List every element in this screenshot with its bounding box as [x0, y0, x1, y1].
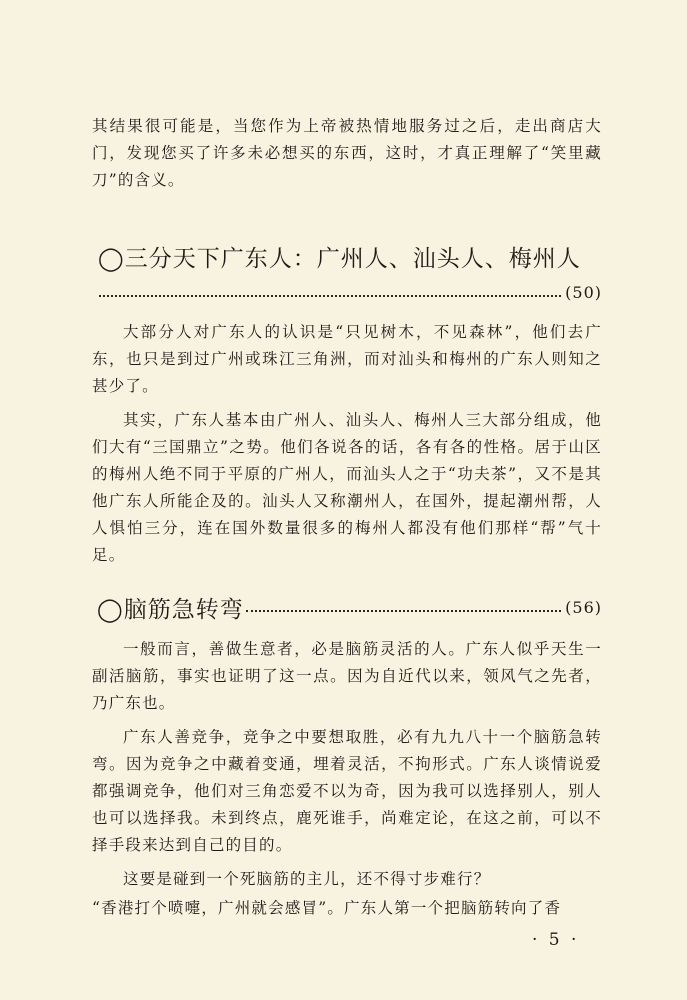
body-paragraph: 广东人善竞争，竞争之中要想取胜，必有九九八十一个脑筋急转弯。因为竞争之中藏着变通，埋着灵活，不拘形式。广东人谈情说爱都强调竞争，他们对三角恋爱不以为奇，因为我可以选择别人，别人也可以选择我。未到终点，鹿死谁手，尚难定论，在这之前，可以不择手段来达到自己的目的。: [92, 728, 602, 854]
intro-paragraph: 其结果很可能是，当您作为上帝被热情地服务过之后，走出商店大门，发现您买了许多未必想买的东西，这时，才真正理解了“笑里藏刀”的含义。: [92, 117, 602, 189]
section-heading-guangdong-people: ◯三分天下广东人：广州人、汕头人、梅州人: [98, 246, 581, 272]
page-reference: (50): [565, 282, 602, 302]
body-paragraph: 其实，广东人基本由广州人、汕头人、梅州人三大部分组成，他们大有“三国鼎立”之势。他们各说各的话，各有各的性格。居于山区的梅州人绝不同于平原的广州人，而汕头人之于“功夫茶”，又不是其他广东人所能企及的。汕头人又称潮州人，在国外，提起潮州帮，人人惧怕三分，连在国外数量很多的梅州人都没有他们那样“帮”气十足。: [92, 411, 602, 564]
body-paragraph: 一般而言，善做生意者，必是脑筋灵活的人。广东人似乎天生一副活脑筋，事实也证明了这一点。因为自近代以来，领风气之先者，乃广东也。: [92, 640, 602, 712]
body-paragraph: 这要是碰到一个死脑筋的主儿，还不得寸步难行？: [123, 870, 491, 888]
dot-leader: [99, 295, 561, 297]
page-number: · 5 ·: [532, 930, 580, 950]
section-title: ◯脑筋急转弯: [97, 596, 244, 623]
toc-leader-line: [97, 281, 602, 303]
body-paragraph: 大部分人对广东人的认识是“只见树木，不见森林”，他们去广东，也只是到过广州或珠江三角洲，而对汕头和梅州的广东人则知之甚少了。: [92, 323, 602, 395]
dot-leader: [246, 610, 561, 612]
body-paragraph: “香港打个喷嚏，广州就会感冒”。广东人第一个把脑筋转向了香: [92, 899, 562, 917]
section-heading-brain-teaser: [97, 585, 602, 629]
page-reference: (56): [565, 597, 602, 617]
